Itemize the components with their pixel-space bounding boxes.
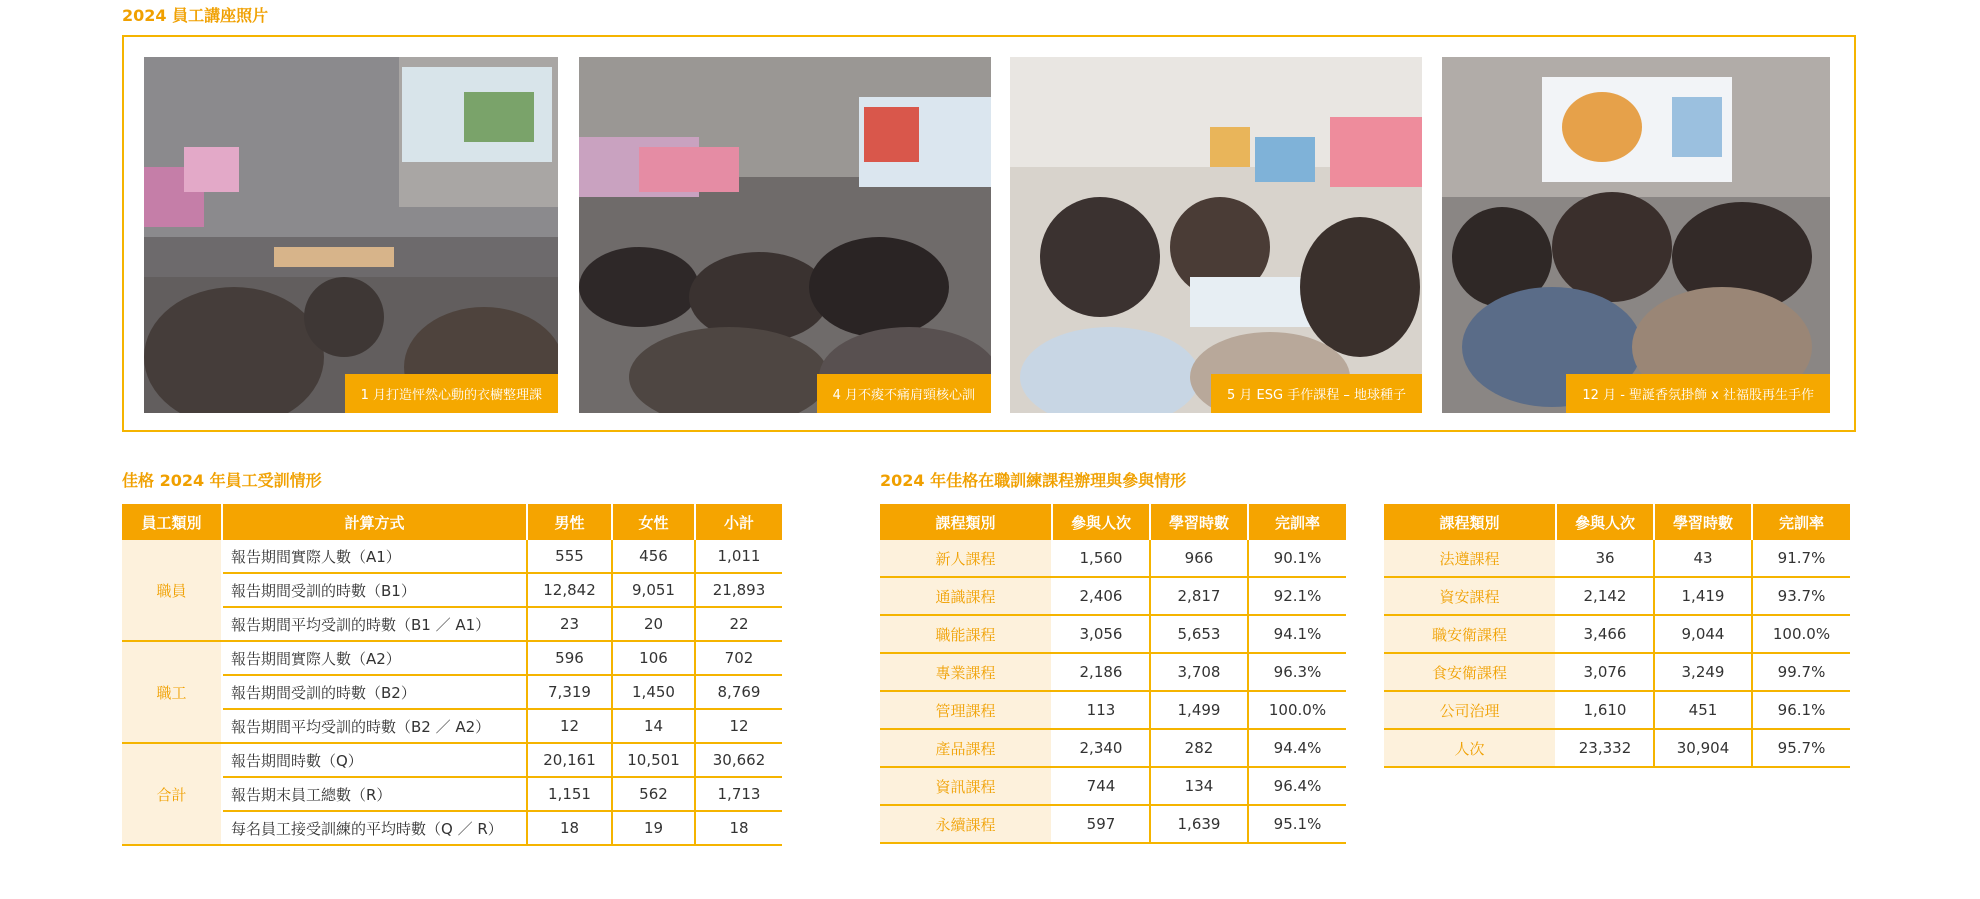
male-value: 7,319 [527,675,612,709]
photos-section-title: 2024 員工講座照片 [122,6,269,25]
completion-rate-value: 99.7% [1752,653,1850,691]
completion-rate-value: 90.1% [1248,540,1346,577]
female-value: 1,450 [612,675,695,709]
employee-category: 職員 [122,540,222,641]
calculation-method: 報告期間受訓的時數（B1） [222,573,527,607]
photo-3 [1010,57,1422,413]
table-header-row [122,504,782,540]
calculation-method: 報告期間平均受訓的時數（B1 ／ A1） [222,607,527,641]
course-category: 資訊課程 [880,767,1052,805]
participants-value: 1,610 [1556,691,1654,729]
participants-value: 597 [1052,805,1150,843]
table-row [880,577,1346,615]
subtotal-value: 702 [695,641,782,675]
course-category: 新人課程 [880,540,1052,577]
participants-value: 2,142 [1556,577,1654,615]
column-header: 學習時數 [1150,504,1248,540]
table-row [880,805,1346,843]
hours-value: 966 [1150,540,1248,577]
subtotal-value: 1,011 [695,540,782,573]
participants-value: 2,186 [1052,653,1150,691]
female-value: 456 [612,540,695,573]
table-row [1384,577,1850,615]
lecture-photo-2 [579,57,991,413]
courses-table-right [1384,504,1850,768]
table-row [1384,615,1850,653]
photo-1 [144,57,558,413]
male-value: 12 [527,709,612,743]
participants-value: 3,056 [1052,615,1150,653]
table-row [122,540,782,573]
calculation-method: 每名員工接受訓練的平均時數（Q ／ R） [222,811,527,845]
hours-value: 134 [1150,767,1248,805]
calculation-method: 報告期間平均受訓的時數（B2 ／ A2） [222,709,527,743]
female-value: 20 [612,607,695,641]
male-value: 1,151 [527,777,612,811]
calculation-method: 報告期間實際人數（A1） [222,540,527,573]
participants-value: 23,332 [1556,729,1654,767]
table-header-row [880,504,1346,540]
photo-caption: 12 月 - 聖誕香氛掛飾 x 社福股再生手作 [1566,374,1830,413]
subtotal-value: 12 [695,709,782,743]
column-header: 參與人次 [1052,504,1150,540]
courses-section-title: 2024 年佳格在職訓練課程辦理與參與情形 [880,471,1187,490]
column-header: 完訓率 [1752,504,1850,540]
completion-rate-value: 94.1% [1248,615,1346,653]
completion-rate-value: 91.7% [1752,540,1850,577]
completion-rate-value: 100.0% [1248,691,1346,729]
female-value: 106 [612,641,695,675]
column-header: 完訓率 [1248,504,1346,540]
completion-rate-value: 93.7% [1752,577,1850,615]
completion-rate-value: 96.1% [1752,691,1850,729]
female-value: 19 [612,811,695,845]
calculation-method: 報告期間時數（Q） [222,743,527,777]
male-value: 596 [527,641,612,675]
table-row [122,743,782,777]
hours-value: 30,904 [1654,729,1752,767]
participants-value: 3,076 [1556,653,1654,691]
table-row [1384,653,1850,691]
lecture-photo-4 [1442,57,1830,413]
table-row [1384,691,1850,729]
lecture-photo-3 [1010,57,1422,413]
column-header: 男性 [527,504,612,540]
course-category: 永續課程 [880,805,1052,843]
subtotal-value: 22 [695,607,782,641]
column-header: 學習時數 [1654,504,1752,540]
completion-rate-value: 100.0% [1752,615,1850,653]
course-category: 專業課程 [880,653,1052,691]
column-header: 參與人次 [1556,504,1654,540]
subtotal-value: 30,662 [695,743,782,777]
table-header-row [1384,504,1850,540]
course-category: 食安衛課程 [1384,653,1556,691]
participants-value: 36 [1556,540,1654,577]
hours-value: 9,044 [1654,615,1752,653]
course-category: 管理課程 [880,691,1052,729]
courses-table-left [880,504,1346,844]
column-header: 小計 [695,504,782,540]
female-value: 9,051 [612,573,695,607]
lecture-photo-1 [144,57,558,413]
course-category: 人次 [1384,729,1556,767]
course-category: 職能課程 [880,615,1052,653]
calculation-method: 報告期間實際人數（A2） [222,641,527,675]
subtotal-value: 18 [695,811,782,845]
course-category: 職安衛課程 [1384,615,1556,653]
completion-rate-value: 92.1% [1248,577,1346,615]
hours-value: 282 [1150,729,1248,767]
column-header: 員工類別 [122,504,222,540]
column-header: 計算方式 [222,504,527,540]
column-header: 課程類別 [1384,504,1556,540]
table-row [122,641,782,675]
calculation-method: 報告期末員工總數（R） [222,777,527,811]
subtotal-value: 21,893 [695,573,782,607]
photo-4 [1442,57,1830,413]
completion-rate-value: 95.1% [1248,805,1346,843]
completion-rate-value: 94.4% [1248,729,1346,767]
table-row [1384,540,1850,577]
photo-caption: 1 月打造怦然心動的衣櫥整理課 [345,374,558,413]
column-header: 女性 [612,504,695,540]
training-table [122,504,782,846]
course-category: 公司治理 [1384,691,1556,729]
calculation-method: 報告期間受訓的時數（B2） [222,675,527,709]
subtotal-value: 8,769 [695,675,782,709]
participants-value: 2,340 [1052,729,1150,767]
completion-rate-value: 96.4% [1248,767,1346,805]
photo-caption: 5 月 ESG 手作課程 – 地球種子 [1211,374,1422,413]
table-row [880,691,1346,729]
photo-gallery [122,35,1856,432]
course-category: 資安課程 [1384,577,1556,615]
employee-category: 合計 [122,743,222,845]
table-row [880,767,1346,805]
photo-caption: 4 月不痠不痛肩頸核心訓 [817,374,991,413]
completion-rate-value: 96.3% [1248,653,1346,691]
hours-value: 1,499 [1150,691,1248,729]
participants-value: 1,560 [1052,540,1150,577]
participants-value: 2,406 [1052,577,1150,615]
female-value: 14 [612,709,695,743]
hours-value: 3,249 [1654,653,1752,691]
hours-value: 43 [1654,540,1752,577]
male-value: 12,842 [527,573,612,607]
participants-value: 744 [1052,767,1150,805]
employee-category: 職工 [122,641,222,743]
participants-value: 113 [1052,691,1150,729]
participants-value: 3,466 [1556,615,1654,653]
table-row [880,729,1346,767]
course-category: 通識課程 [880,577,1052,615]
subtotal-value: 1,713 [695,777,782,811]
photo-2 [579,57,991,413]
course-category: 產品課程 [880,729,1052,767]
table-row [880,540,1346,577]
table-row [880,615,1346,653]
male-value: 18 [527,811,612,845]
completion-rate-value: 95.7% [1752,729,1850,767]
hours-value: 1,419 [1654,577,1752,615]
male-value: 23 [527,607,612,641]
male-value: 20,161 [527,743,612,777]
column-header: 課程類別 [880,504,1052,540]
male-value: 555 [527,540,612,573]
table-row [880,653,1346,691]
course-category: 法遵課程 [1384,540,1556,577]
table-row [1384,729,1850,767]
female-value: 10,501 [612,743,695,777]
training-section-title: 佳格 2024 年員工受訓情形 [122,471,322,490]
hours-value: 3,708 [1150,653,1248,691]
hours-value: 2,817 [1150,577,1248,615]
female-value: 562 [612,777,695,811]
hours-value: 1,639 [1150,805,1248,843]
hours-value: 5,653 [1150,615,1248,653]
hours-value: 451 [1654,691,1752,729]
